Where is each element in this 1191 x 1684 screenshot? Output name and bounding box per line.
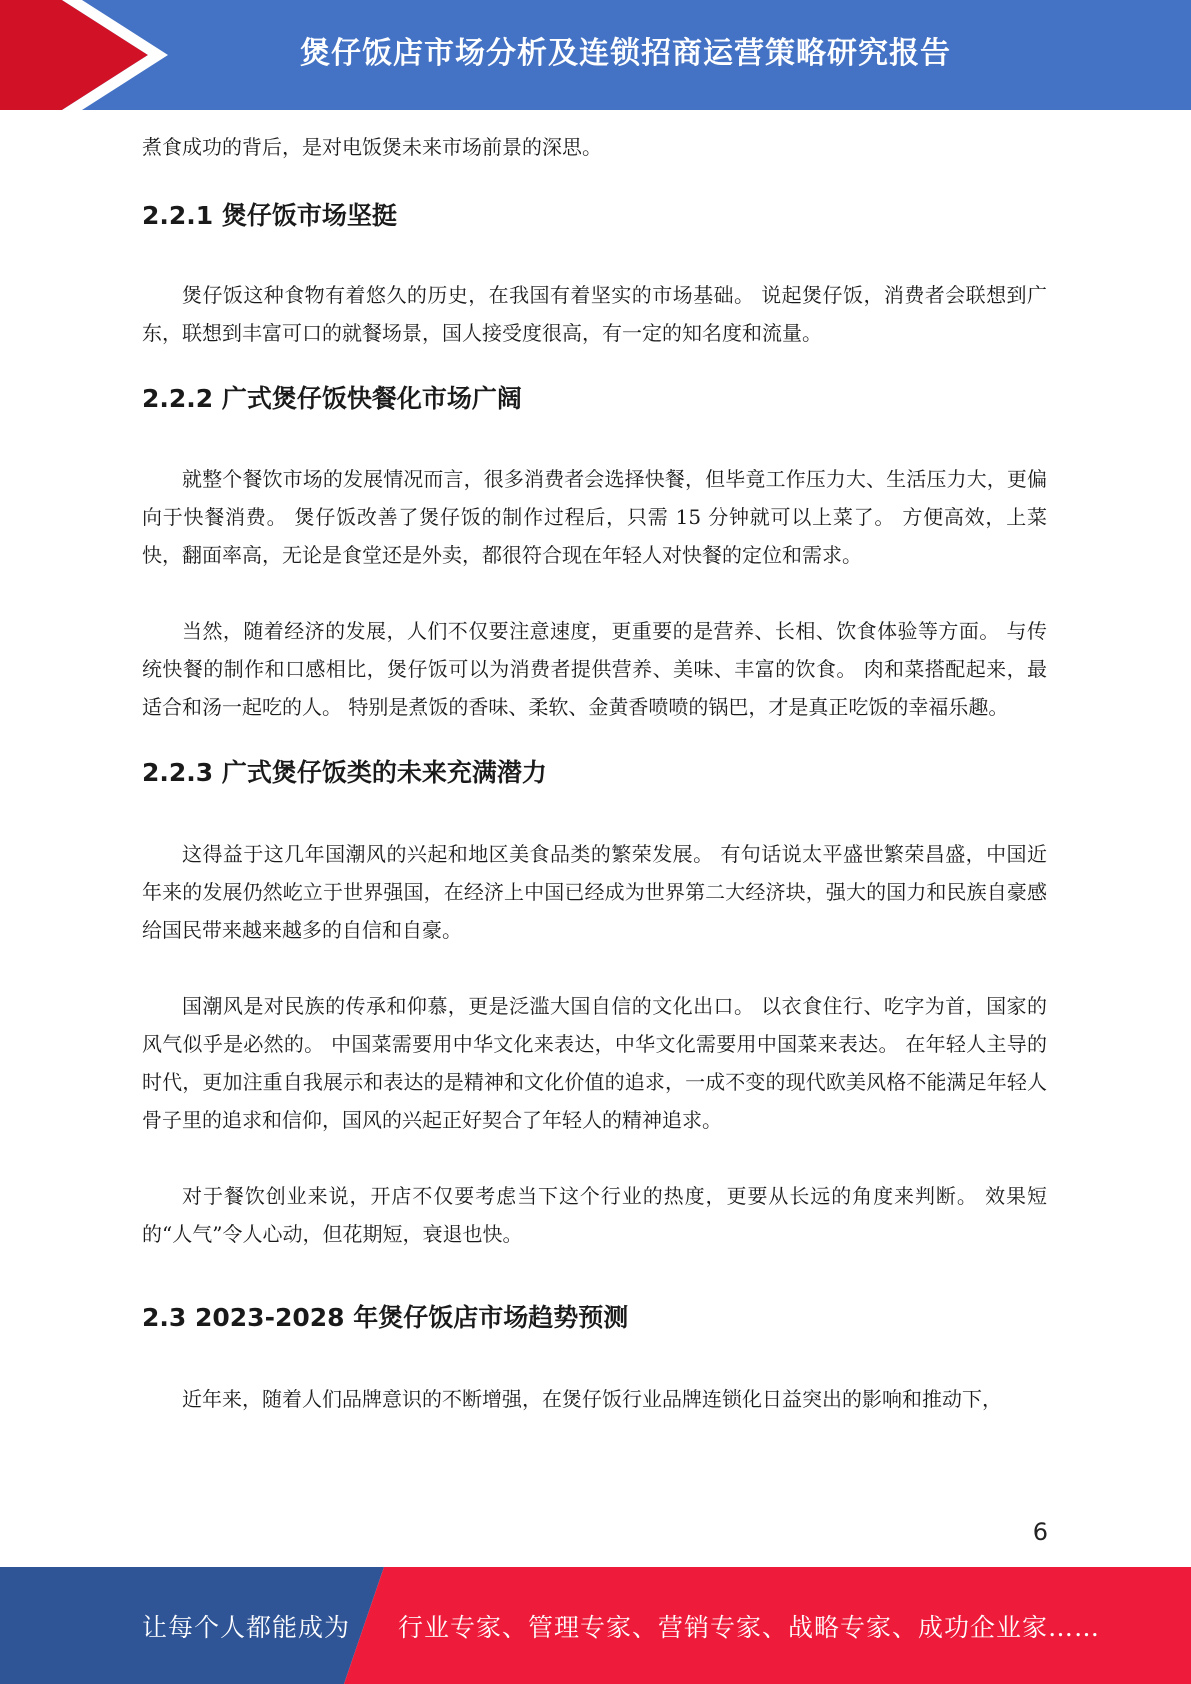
paragraph: 对于餐饮创业来说，开店不仅要考虑当下这个行业的热度，更要从长远的角度来判断。 效果短的“人气”令人心动，但花期短，衰退也快。 bbox=[142, 1184, 1047, 1246]
page-footer bbox=[0, 1567, 1191, 1684]
footer-slogan-right: 行业专家、管理专家、营销专家、战略专家、成功企业家…… bbox=[398, 1612, 1101, 1642]
document-body bbox=[142, 128, 1047, 1418]
report-title: 煲仔饭店市场分析及连锁招商运营策略研究报告 bbox=[300, 36, 951, 71]
paragraph: 这得益于这几年国潮风的兴起和地区美食品类的繁荣发展。 有句话说太平盛世繁荣昌盛，中国近年来的发展仍然屹立于世界强国，在经济上中国已经成为世界第二大经济块，强大的国力和民族自豪感给国民带来越来越多的自信和自豪。 bbox=[142, 842, 1047, 942]
intro-paragraph: 煮食成功的背后，是对电饭煲未来市场前景的深思。 bbox=[142, 135, 602, 159]
page-number: 6 bbox=[1032, 1518, 1048, 1546]
paragraph: 当然，随着经济的发展，人们不仅要注意速度，更重要的是营养、长相、饮食体验等方面。 与传统快餐的制作和口感相比，煲仔饭可以为消费者提供营养、美味、丰富的饮食。 肉和菜搭配起来，最适合和汤一起吃的人。 特别是煮饭的香味、柔软、金黄香喷喷的锅巴，才是真正吃饭的幸福乐趣。 bbox=[142, 619, 1047, 719]
paragraph: 国潮风是对民族的传承和仰慕，更是泛滥大国自信的文化出口。 以衣食住行、吃字为首，国家的风气似乎是必然的。 中国菜需要用中华文化来表达，中华文化需要用中国菜来表达。 在年轻人主导的时代，更加注重自我展示和表达的是精神和文化价值的追求，一成不变的现代欧美风格不能满足年轻人骨子里的追求和信仰，国风的兴起正好契合了年轻人的精神追求。 bbox=[142, 994, 1047, 1132]
paragraph: 近年来，随着人们品牌意识的不断增强，在煲仔饭行业品牌连锁化日益突出的影响和推动下， bbox=[182, 1387, 1002, 1411]
footer-slogan-left: 让每个人都能成为 bbox=[142, 1612, 351, 1642]
page-header bbox=[0, 0, 1191, 110]
section-heading-2-2-2: 2.2.2 广式煲仔饭快餐化市场广阔 bbox=[142, 384, 522, 413]
section-heading-2-3: 2.3 2023-2028 年煲仔饭店市场趋势预测 bbox=[142, 1303, 629, 1332]
section-heading-2-2-3: 2.2.3 广式煲仔饭类的未来充满潜力 bbox=[142, 758, 547, 787]
paragraph: 煲仔饭这种食物有着悠久的历史，在我国有着坚实的市场基础。 说起煲仔饭，消费者会联想到广东，联想到丰富可口的就餐场景，国人接受度很高，有一定的知名度和流量。 bbox=[142, 283, 1047, 345]
paragraph: 就整个餐饮市场的发展情况而言，很多消费者会选择快餐，但毕竟工作压力大、生活压力大，更偏向于快餐消费。 煲仔饭改善了煲仔饭的制作过程后，只需 15 分钟就可以上菜了。 方便高效，上菜快，翻面率高，无论是食堂还是外卖，都很符合现在年轻人对快餐的定位和需求。 bbox=[142, 467, 1047, 567]
section-heading-2-2-1: 2.2.1 煲仔饭市场坚挺 bbox=[142, 201, 397, 230]
